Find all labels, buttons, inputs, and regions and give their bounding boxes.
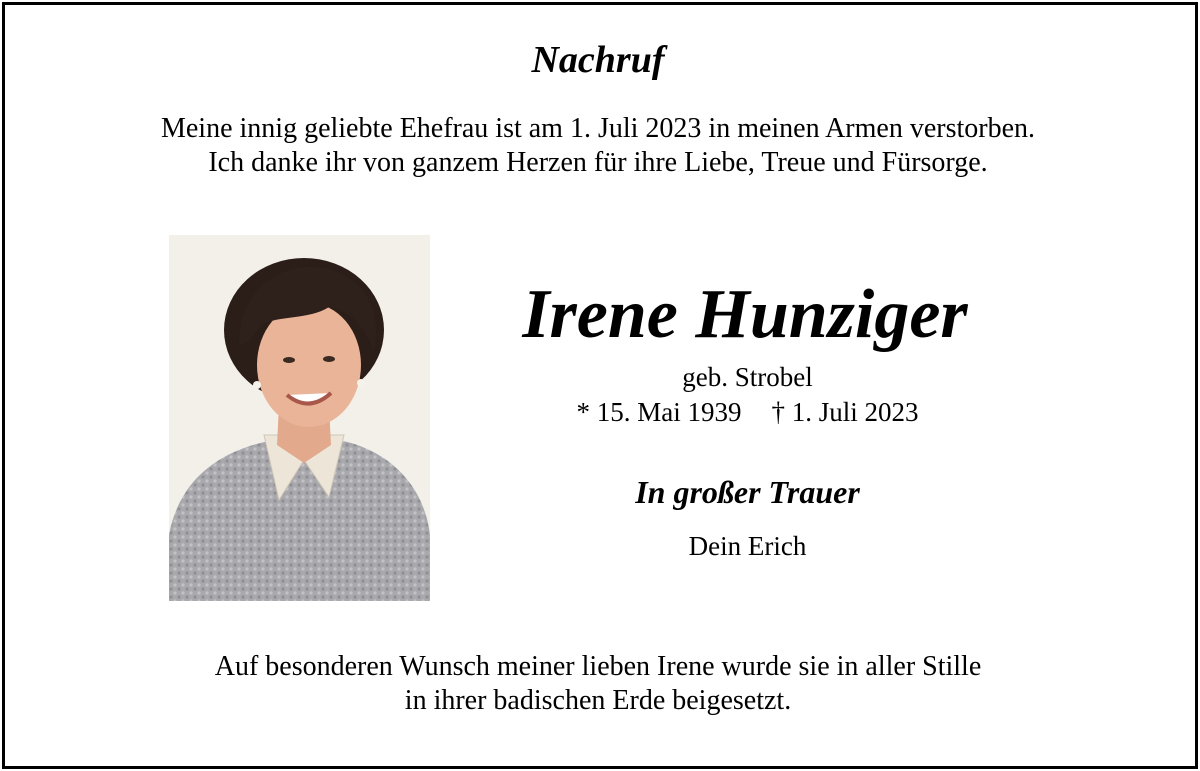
intro-text bbox=[0, 112, 1196, 180]
signature: Dein Erich bbox=[688, 531, 807, 561]
closing-line-2: in ihrer badischen Erde beigesetzt. bbox=[404, 685, 792, 716]
deceased-name: Irene Hunziger bbox=[522, 276, 968, 353]
birth-date: * 15. Mai 1939 bbox=[576, 397, 742, 427]
intro-line-1: Meine innig geliebte Ehefrau ist am 1. Juli 2023 in meinen Armen verstorben. bbox=[160, 113, 1035, 144]
closing-text bbox=[0, 650, 1196, 718]
closing-line-1: Auf besonderen Wunsch meiner lieben Irene wurde sie in aller Stille bbox=[214, 651, 982, 682]
mourning-line: In großer Trauer bbox=[635, 474, 860, 510]
obituary-heading: Nachruf bbox=[531, 39, 665, 81]
portrait-photo bbox=[169, 235, 430, 601]
intro-line-2: Ich danke ihr von ganzem Herzen für ihre Liebe, Treue und Fürsorge. bbox=[208, 147, 988, 178]
life-dates bbox=[430, 397, 1065, 428]
death-date: † 1. Juli 2023 bbox=[771, 397, 919, 427]
maiden-name: geb. Strobel bbox=[682, 362, 813, 392]
portrait-illustration bbox=[169, 235, 430, 601]
